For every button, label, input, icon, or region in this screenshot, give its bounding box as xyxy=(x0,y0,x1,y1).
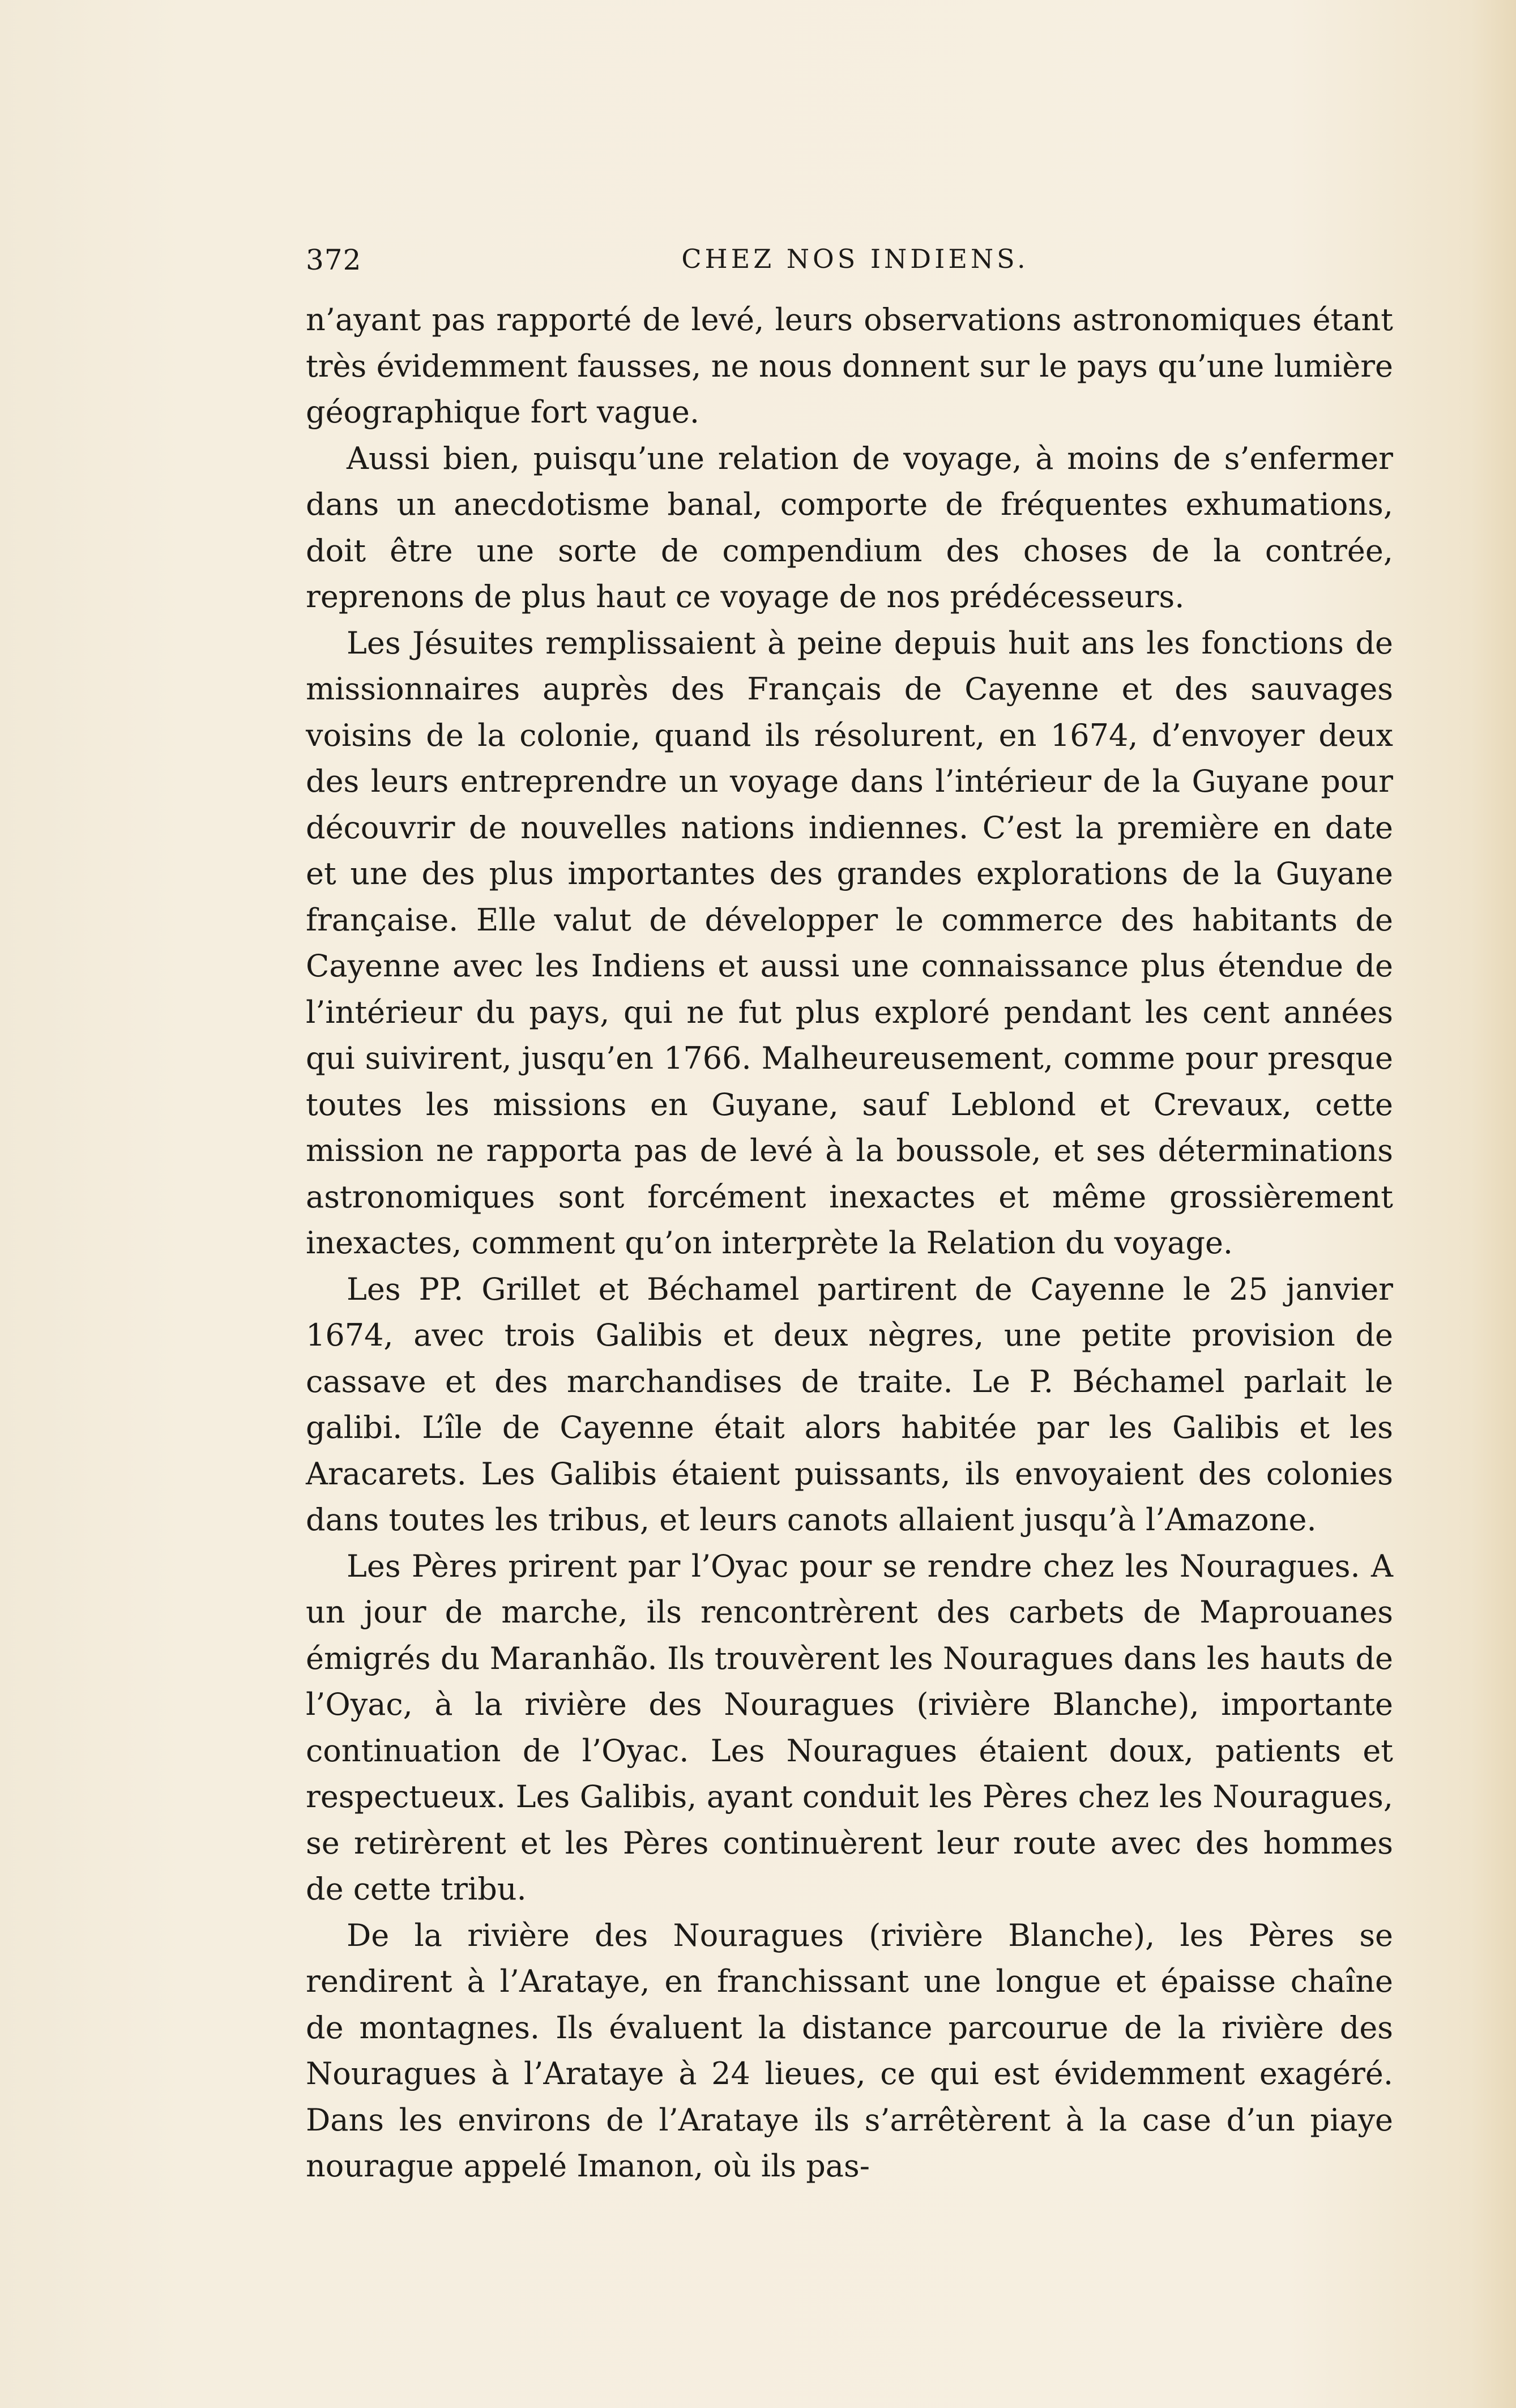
paragraph-6: De la rivière des Nouragues (rivière Blanche), les Pères se rendirent à l’Arataye, en franchissant une longue et épaisse chaîne de montagnes. Ils évaluent la distance parcourue de la rivière des Nouragues à l’Arataye à 24 lieues, ce qui est évidemment exagéré. Dans les environs de l’Arataye ils s’arrêtèrent à la case d’un piaye nourague appelé Imanon, où ils pas- xyxy=(306,1917,1393,2184)
paragraph-2: Aussi bien, puisqu’une relation de voyage, à moins de s’enfermer dans un anecdotisme banal, comporte de fréquentes exhumations, doit être une sorte de compendium des choses de la contrée, reprenons de plus haut ce voyage de nos prédécesseurs. xyxy=(306,440,1393,614)
page-header xyxy=(306,244,1404,289)
paragraph-3: Les Jésuites remplissaient à peine depuis huit ans les fonctions de missionnaires auprès des Français de Cayenne et des sauvages voisins de la colonie, quand ils résolurent, en 1674, d’envoyer deux des leurs entreprendre un voyage dans l’intérieur de la Guyane pour découvrir de nouvelles nations indiennes. C’est la première en date et une des plus importantes des grandes explorations de la Guyane française. Elle valut de développer le commerce des habitants de Cayenne avec les Indiens et aussi une connaissance plus étendue de l’intérieur du pays, qui ne fut plus exploré pendant les cent années qui suivirent, jusqu’en 1766. Malheureusement, comme pour presque toutes les missions en Guyane, sauf Leblond et Crevaux, cette mission ne rapporta pas de levé à la boussole, et ses déterminations astronomiques sont forcément inexactes et même grossièrement inexactes, comment qu’on interprète la Relation du voyage. xyxy=(306,625,1393,1261)
paragraph-1: n’ayant pas rapporté de levé, leurs observations astronomiques étant très évidemment fausses, ne nous donnent sur le pays qu’une lumière géographique fort vague. xyxy=(306,302,1393,430)
body-text xyxy=(306,297,1393,2189)
paragraph-5: Les Pères prirent par l’Oyac pour se rendre chez les Nouragues. A un jour de marche, ils rencontrèrent des carbets de Maprouanes émigrés du Maranhão. Ils trouvèrent les Nouragues dans les hauts de l’Oyac, à la rivière des Nouragues (rivière Blanche), importante continuation de l’Oyac. Les Nouragues étaient doux, patients et respectueux. Les Galibis, ayant conduit les Pères chez les Nouragues, se retirèrent et les Pères continuèrent leur route avec des hommes de cette tribu. xyxy=(306,1548,1393,1907)
running-head: CHEZ NOS INDIENS. xyxy=(681,244,1029,274)
paragraph-4: Les PP. Grillet et Béchamel partirent de Cayenne le 25 janvier 1674, avec trois Galibis et deux nègres, une petite provision de cassave et des marchandises de traite. Le P. Béchamel parlait le galibi. L’île de Cayenne était alors habitée par les Galibis et les Aracarets. Les Galibis étaient puissants, ils envoyaient des colonies dans toutes les tribus, et leurs canots allaient jusqu’à l’Amazone. xyxy=(306,1271,1393,1538)
page-number: 372 xyxy=(306,244,362,276)
